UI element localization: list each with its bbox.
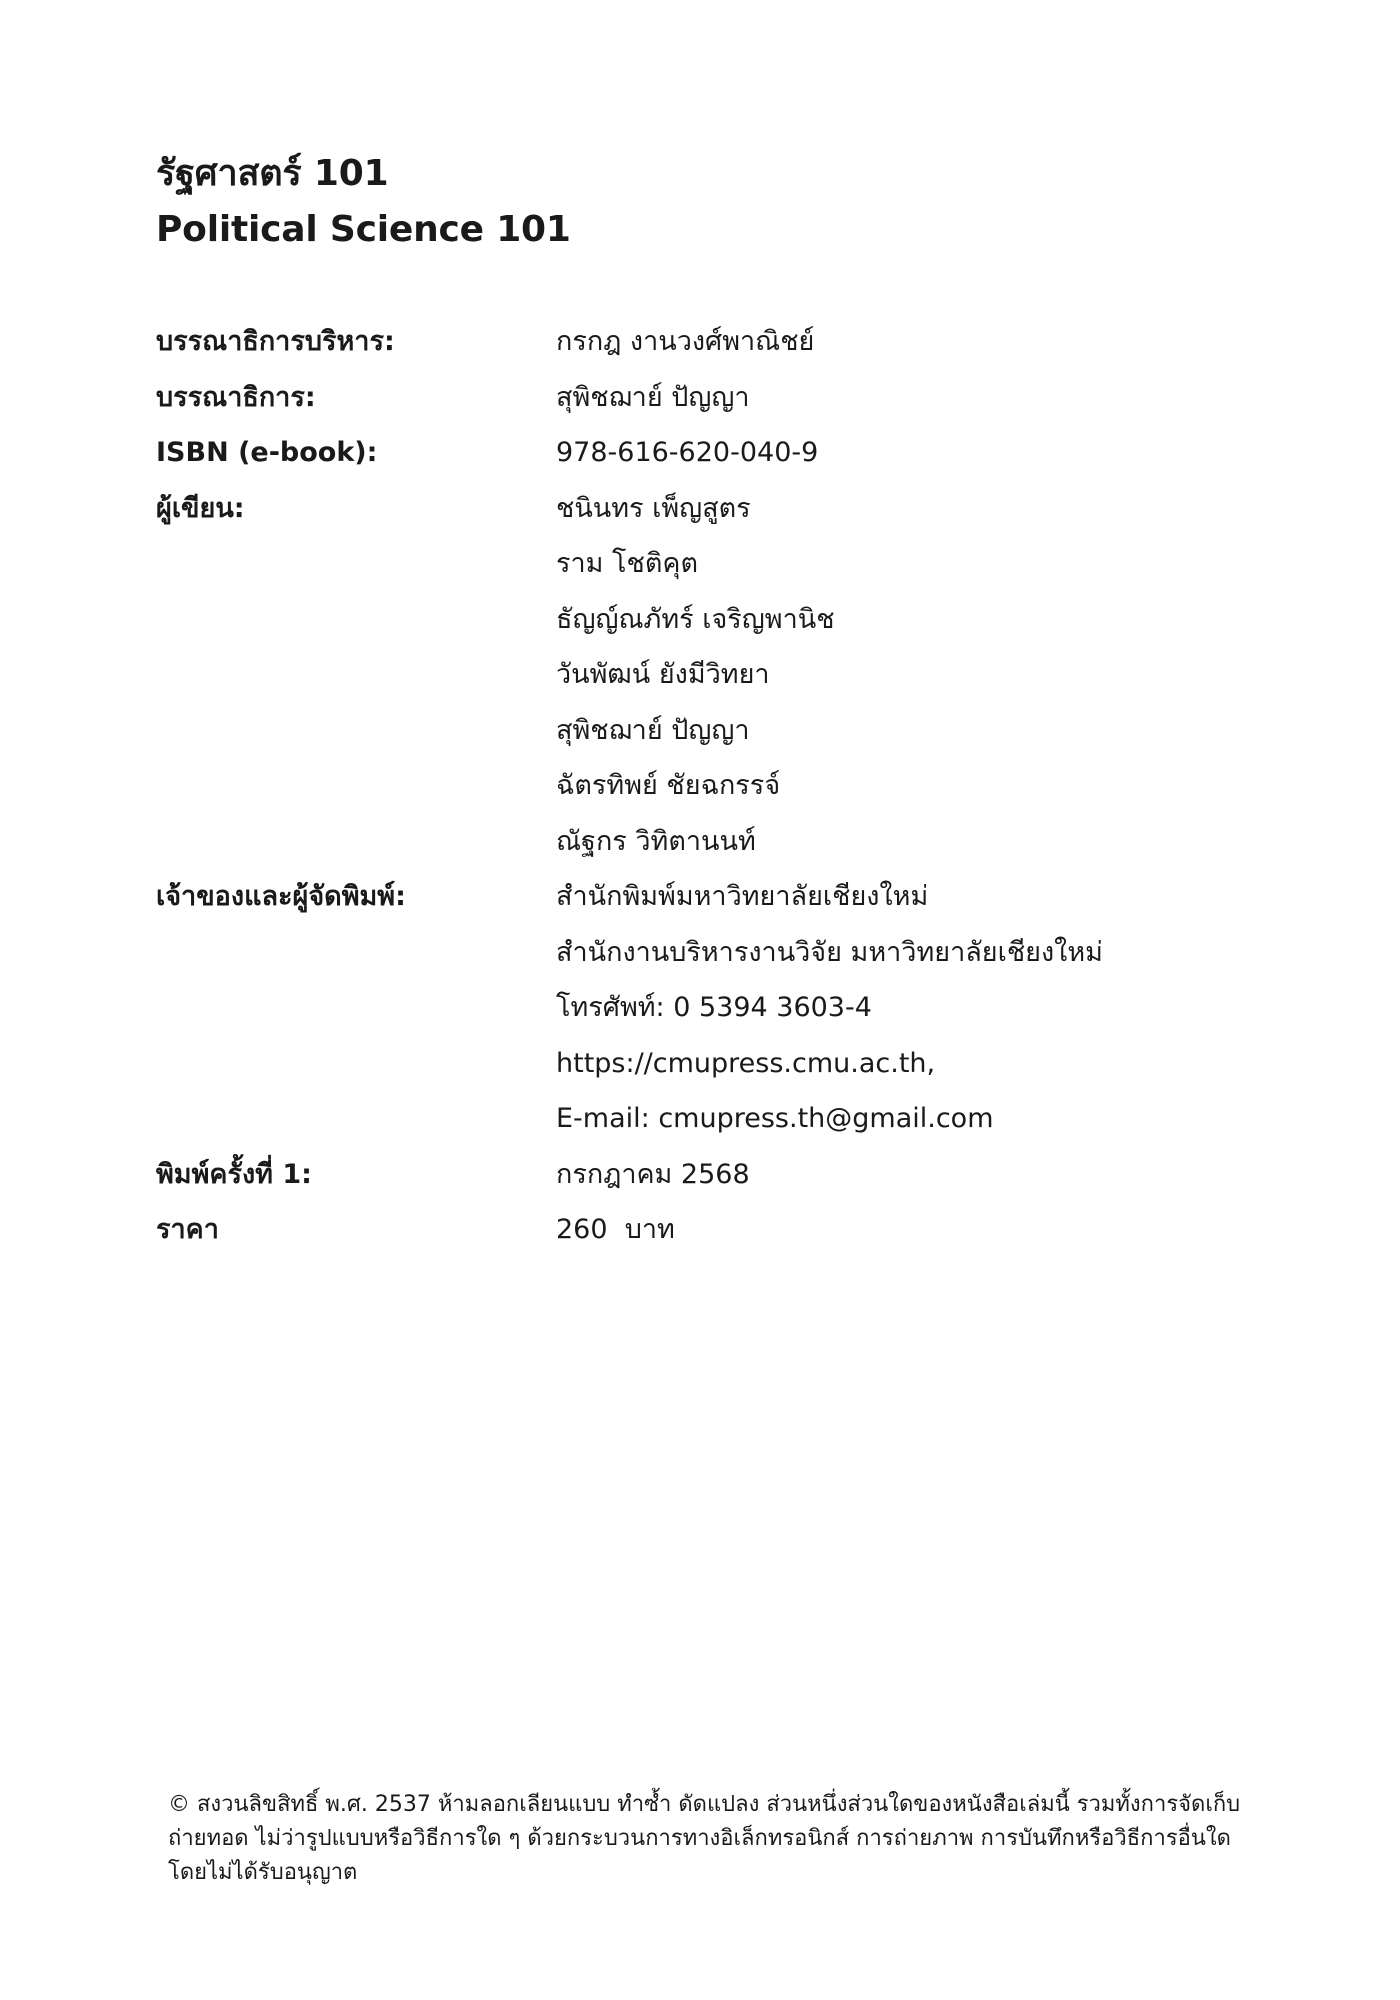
info-value: 978-616-620-040-9 [556,437,819,468]
info-row-isbn [156,425,1256,481]
book-title-english: Political Science 101 [156,209,571,250]
author-name: ชนินทร เพ็ญสูตร [556,492,751,524]
info-values [556,869,1256,1147]
info-label: บรรณาธิการ: [156,381,316,413]
author-name: ราม โชติคุต [556,548,699,579]
info-label: ผู้เขียน: [156,492,245,524]
info-label: บรรณาธิการบริหาร: [156,326,395,357]
author-name: ฉัตรทิพย์ ชัยฉกรรจ์ [556,770,781,801]
info-value: สุพิชฌาย์ ปัญญา [556,381,750,413]
publisher-office: สำนักงานบริหารงานวิจัย มหาวิทยาลัยเชียงใหม่ [556,936,1103,968]
author-name: วันพัฒน์ ยังมีวิทยา [556,659,770,690]
info-row-executive-editor [156,314,1256,370]
publisher-email: E-mail: cmupress.th@gmail.com [556,1103,994,1134]
copyright-line: โดยไม่ได้รับอนุญาต [168,1860,358,1885]
info-label: ISBN (e-book): [156,437,378,468]
copyright-notice [168,1788,1248,1890]
info-value: กรกฎาคม 2568 [556,1158,750,1190]
copyright-line: ถ่ายทอด ไม่ว่ารูปแบบหรือวิธีการใด ๆ ด้วยกระบวนการทางอิเล็กทรอนิกส์ การถ่ายภาพ การบันทึกหรือวิธีการอื่นใด [168,1826,1231,1851]
author-name: ธัญญ์ณภัทร์ เจริญพานิช [556,603,835,635]
copyright-line: © สงวนลิขสิทธิ์ พ.ศ. 2537 ห้ามลอกเลียนแบบ ทำซ้ำ ดัดแปลง ส่วนหนึ่งส่วนใดของหนังสือเล่มนี้ รวมทั้งการจัดเก็บ [168,1792,1241,1817]
info-value: กรกฎ งานวงศ์พาณิชย์ [556,326,815,357]
publisher-phone: โทรศัพท์: 0 5394 3603-4 [556,992,872,1023]
info-values [556,425,1256,481]
info-values [556,1202,1256,1258]
publisher-name: สำนักพิมพ์มหาวิทยาลัยเชียงใหม่ [556,881,929,912]
info-row-price [156,1202,1256,1258]
book-title-thai: รัฐศาสตร์ 101 [156,153,389,194]
author-name: สุพิชฌาย์ ปัญญา [556,714,750,746]
info-row-authors [156,481,1256,870]
price-value: 260 บาท [556,1214,675,1245]
info-row-publisher [156,869,1256,1147]
book-title-block [156,146,571,258]
info-values [556,481,1256,870]
info-label: เจ้าของและผู้จัดพิมพ์: [156,881,406,912]
info-row-editor [156,370,1256,426]
info-label: ราคา [156,1214,219,1245]
author-name: ณัฐกร วิทิตานนท์ [556,825,756,857]
info-row-first-printing [156,1147,1256,1203]
info-values [556,314,1256,370]
publication-info [156,314,1256,1258]
info-label: พิมพ์ครั้งที่ 1: [156,1158,312,1190]
info-values [556,1147,1256,1203]
info-values [556,370,1256,426]
publisher-website: https://cmupress.cmu.ac.th, [556,1047,936,1079]
